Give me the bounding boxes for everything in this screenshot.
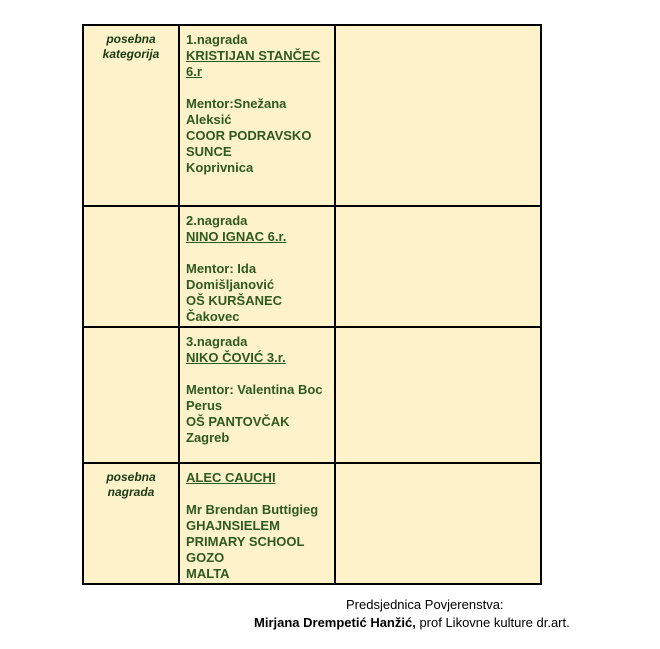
award-cell [179,327,335,463]
mentor-line: Mentor: Ida [186,261,257,276]
school-line: OŠ KURŠANEC [186,293,283,308]
city-line: Zagreb [186,430,230,445]
school-line: COOR PODRAVSKO [186,128,312,143]
school-line: PRIMARY SCHOOL [186,534,305,549]
empty-cell [335,206,541,327]
empty-cell [335,463,541,584]
category-cell [83,206,179,327]
signature-title: Predsjednica Povjerenstva: [346,597,504,612]
signature-name-bold: Mirjana Drempetić Hanžić, [254,615,416,630]
mentor-line: Domišljanović [186,277,275,292]
school-line: OŠ PANTOVČAK [186,414,290,429]
award-title: 1.nagrada [186,32,248,47]
award-row-4 [83,463,541,584]
mentor-line: Perus [186,398,223,413]
award-title: 3.nagrada [186,334,248,349]
mentor-line: Mentor: Valentina Boc [186,382,323,397]
mentor-line: Aleksić [186,112,232,127]
awards-table [82,24,542,585]
category-cell [83,463,179,584]
award-row-3 [83,327,541,463]
winner-name: NINO IGNAC 6.r. [186,229,287,244]
mentor-line: Mr Brendan Buttigieg [186,502,319,517]
award-cell [179,206,335,327]
school-line: GHAJNSIELEM [186,518,280,533]
city-line: GOZO [186,550,225,565]
signature-name-rest: prof Likovne kulture dr.art. [415,615,570,630]
award-row-2 [83,206,541,327]
award-row-1 [83,25,541,206]
category-cell [83,327,179,463]
city-line: Čakovec [186,309,240,324]
category-cell [83,25,179,206]
winner-grade: 6.r [186,64,202,79]
category-label: posebna kategorija [102,32,160,61]
award-cell [179,463,335,584]
city-line: Koprivnica [186,160,254,175]
empty-cell [335,25,541,206]
award-title: 2.nagrada [186,213,248,228]
country-line: MALTA [186,566,230,581]
winner-name: ALEC CAUCHI [186,470,276,485]
award-cell [179,25,335,206]
winner-name: KRISTIJAN STANČEC [186,48,321,63]
empty-cell [335,327,541,463]
mentor-line: Mentor:Snežana [186,96,287,111]
signature-name [254,615,570,631]
category-label: posebna nagrada [106,470,156,499]
school-line: SUNCE [186,144,232,159]
winner-name: NIKO ČOVIĆ 3.r. [186,350,286,365]
